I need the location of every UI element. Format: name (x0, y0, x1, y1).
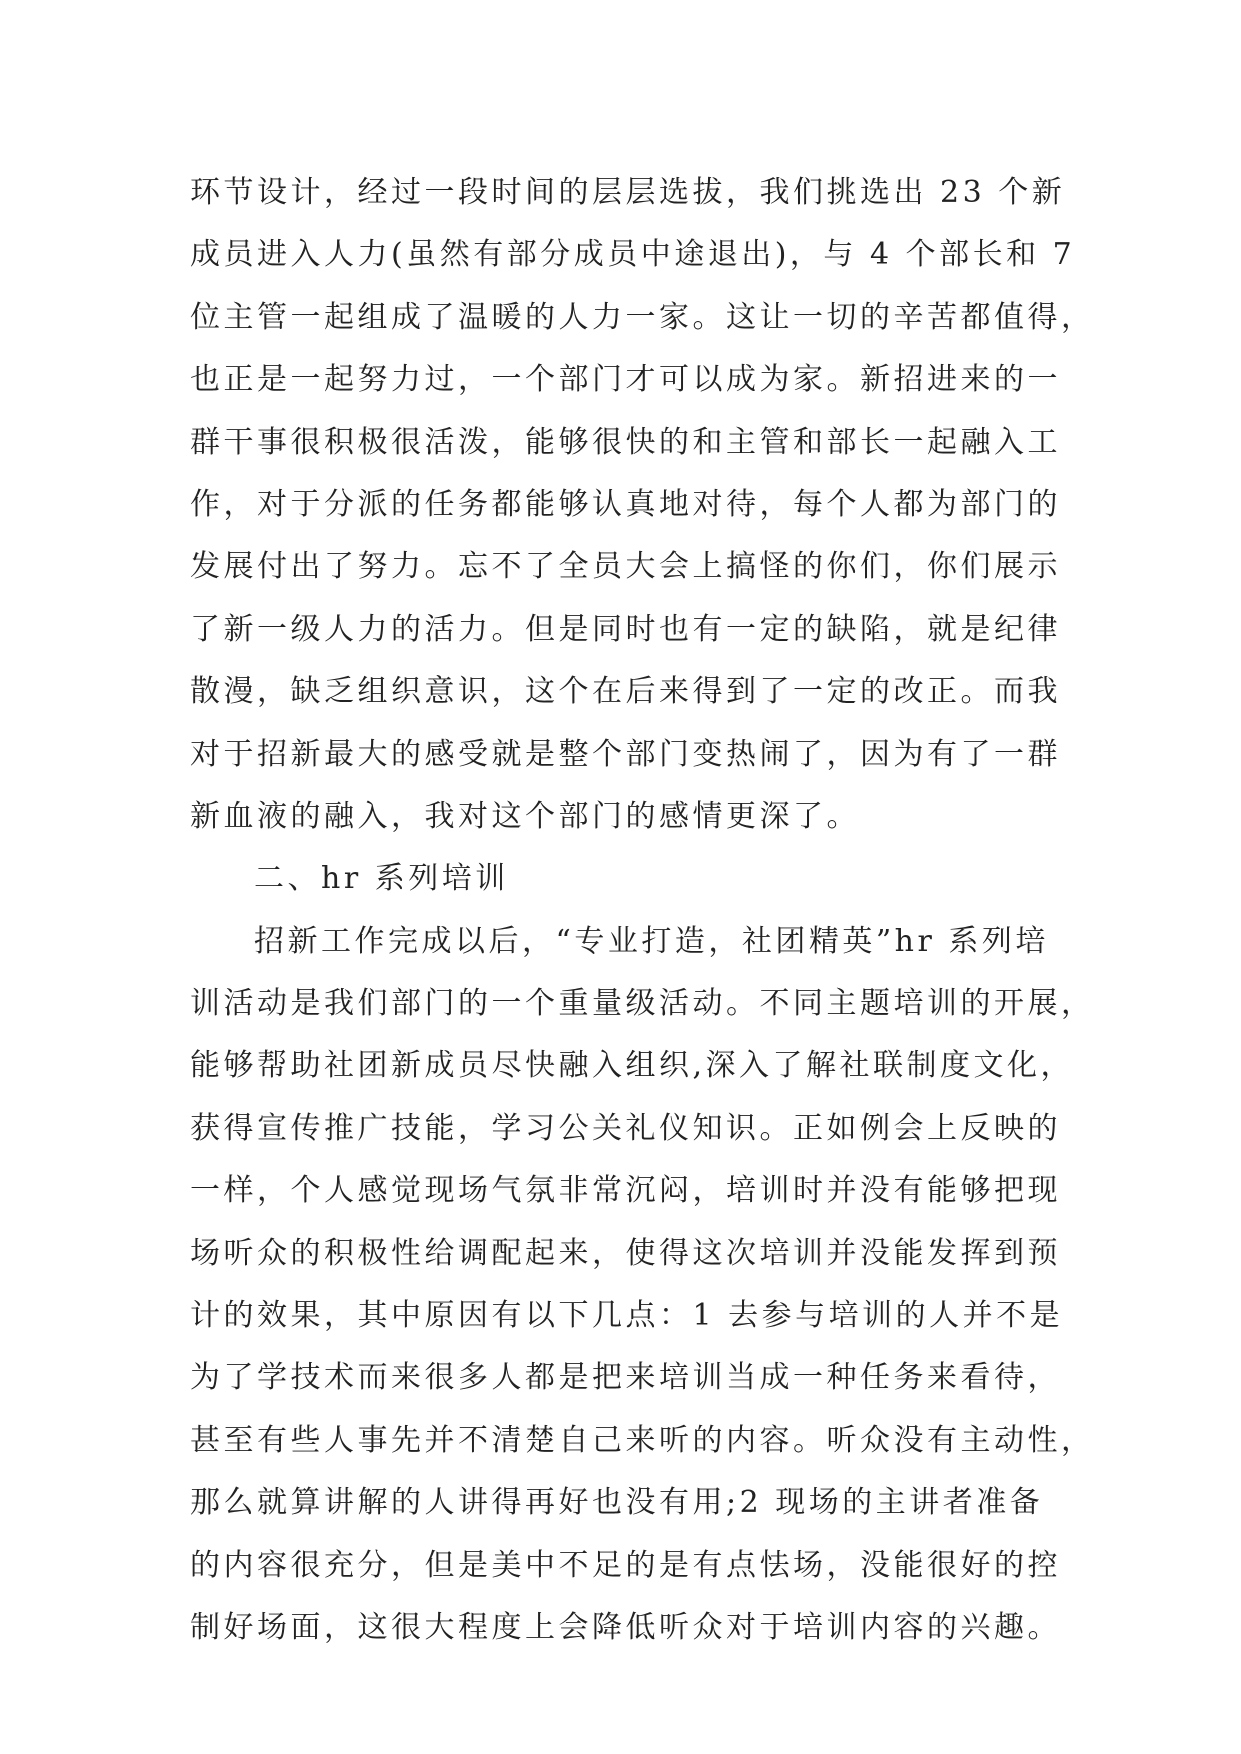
text-line: 对于招新最大的感受就是整个部门变热闹了，因为有了一群 (190, 736, 1061, 772)
document-body (190, 162, 1095, 1659)
text-line: 散漫，缺乏组织意识，这个在后来得到了一定的改正。而我 (190, 674, 1061, 710)
text-line: 一样，个人感觉现场气氛非常沉闷，培训时并没有能够把现 (190, 1173, 1061, 1209)
text-line: 环节设计，经过一段时间的层层选拔，我们挑选出 23 个新 (190, 175, 1066, 210)
text-line: 的内容很充分，但是美中不足的是有点怯场，没能很好的控 (190, 1547, 1061, 1583)
text-line: 位主管一起组成了温暖的人力一家。这让一切的辛苦都值得， (190, 299, 1095, 335)
text-line: 为了学技术而来很多人都是把来培训当成一种任务来看待， (190, 1360, 1061, 1396)
text-line: 那么就算讲解的人讲得再好也没有用;2 现场的主讲者准备 (190, 1485, 1044, 1521)
text-line: 制好场面，这很大程度上会降低听众对于培训内容的兴趣。 (190, 1609, 1061, 1645)
text-line: 计的效果，其中原因有以下几点：1 去参与培训的人并不是 (190, 1298, 1064, 1334)
text-line: 场听众的积极性给调配起来，使得这次培训并没能发挥到预 (190, 1235, 1061, 1271)
text-line: 能够帮助社团新成员尽快融入组织,深入了解社联制度文化， (190, 1048, 1075, 1084)
text-line: 作，对于分派的任务都能够认真地对待，每个人都为部门的 (190, 486, 1061, 522)
text-line: 群干事很积极很活泼，能够很快的和主管和部长一起融入工 (190, 424, 1061, 460)
text-line: 训活动是我们部门的一个重量级活动。不同主题培训的开展， (190, 986, 1095, 1022)
text-line: 也正是一起努力过，一个部门才可以成为家。新招进来的一 (190, 362, 1061, 398)
paragraph-first-line: 招新工作完成以后，“专业打造，社团精英”hr 系列培 (254, 923, 1049, 959)
text-line: 成员进入人力(虽然有部分成员中途退出)，与 4 个部长和 7 (190, 237, 1076, 273)
text-line: 了新一级人力的活力。但是同时也有一定的缺陷，就是纪律 (190, 611, 1061, 647)
section-heading: 二、hr 系列培训 (254, 861, 509, 897)
text-line: 获得宣传推广技能，学习公关礼仪知识。正如例会上反映的 (190, 1110, 1061, 1146)
text-line: 甚至有些人事先并不清楚自己来听的内容。听众没有主动性， (190, 1422, 1095, 1458)
text-line: 新血液的融入，我对这个部门的感情更深了。 (190, 798, 860, 834)
text-line: 发展付出了努力。忘不了全员大会上搞怪的你们，你们展示 (190, 549, 1061, 585)
